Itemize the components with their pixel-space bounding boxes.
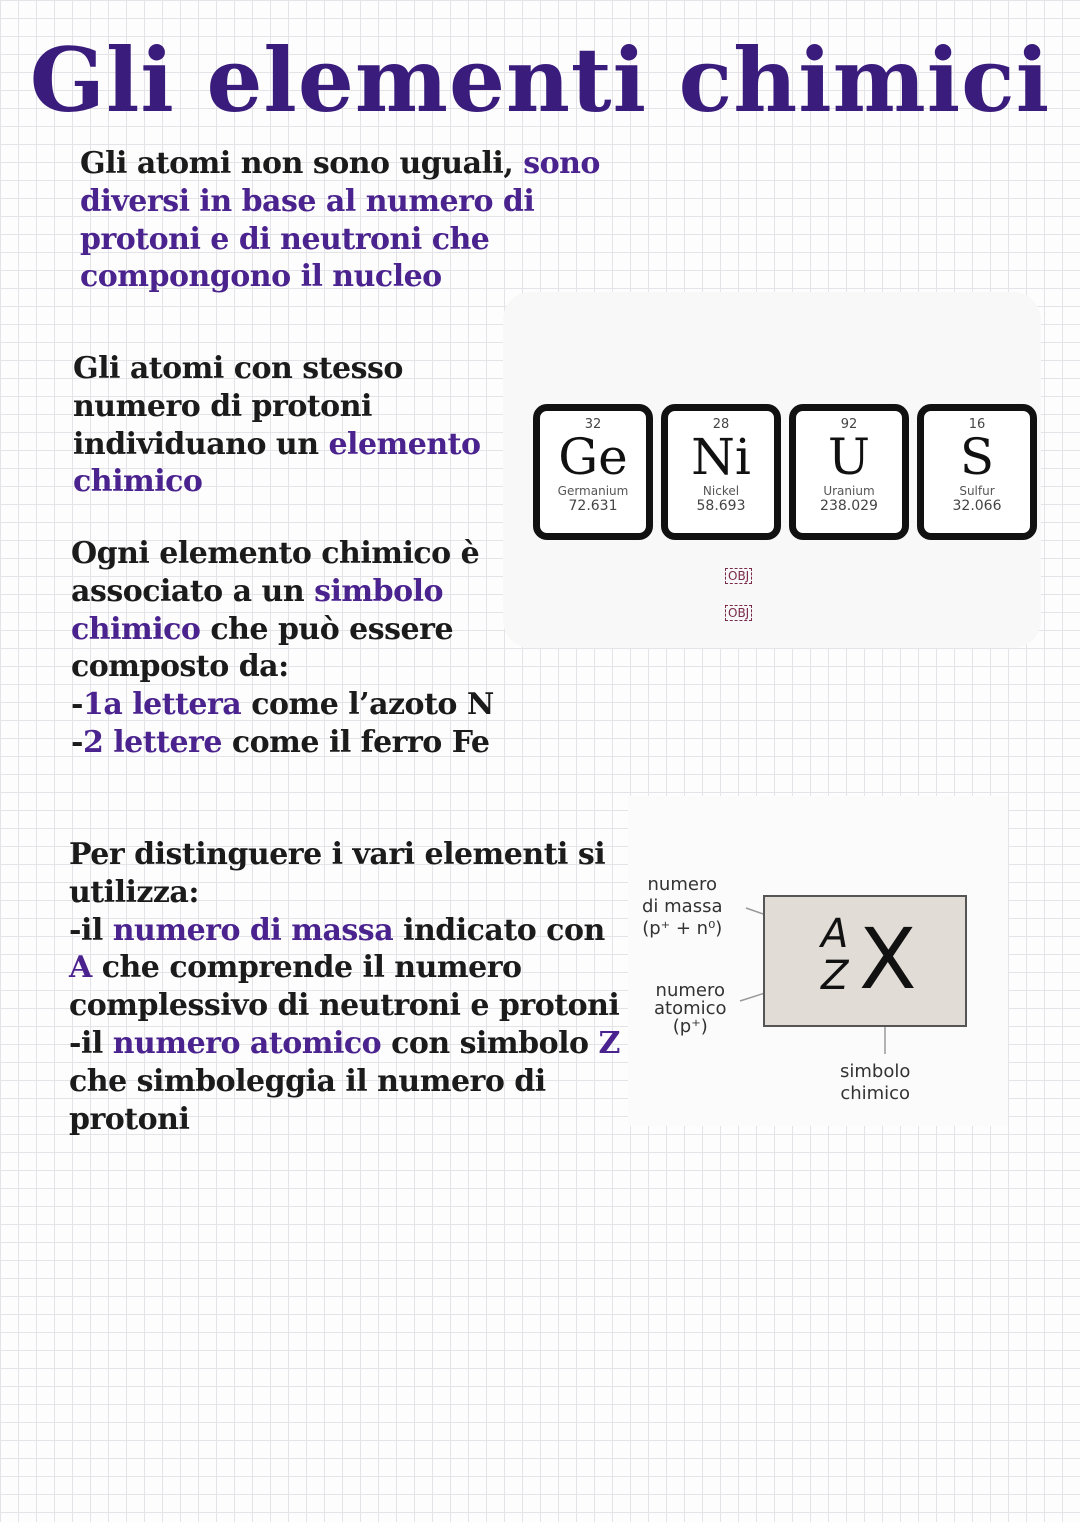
- text: -: [71, 687, 83, 723]
- text: -il: [69, 912, 113, 948]
- highlight-text: numero atomico: [112, 1025, 382, 1061]
- text: -il: [69, 1025, 113, 1061]
- mass-number-symbol: A: [821, 911, 849, 957]
- chemical-symbol-label: [840, 1061, 910, 1105]
- text: che comprende il numero complessivo di neutroni e protoni: [69, 950, 620, 1024]
- chemical-symbol: X: [859, 910, 917, 1008]
- text: numero: [647, 874, 717, 895]
- element-name: Nickel: [702, 484, 740, 498]
- text: Gli atomi con stesso numero di protoni individuano un: [73, 351, 403, 462]
- highlight-text: 1a lettera: [82, 687, 242, 723]
- paragraph-element: [73, 350, 493, 501]
- atomic-number: 92: [840, 417, 858, 432]
- text: -: [71, 724, 83, 760]
- paragraph-mass-atomic: [69, 836, 629, 1138]
- text: Ogni elemento chimico è associato a un: [71, 536, 480, 609]
- atomic-number: 16: [968, 417, 986, 432]
- nuclide-notation-diagram: [628, 796, 1008, 1126]
- atomic-number: 28: [712, 417, 730, 432]
- text: atomico: [654, 998, 727, 1019]
- atomic-mass: 58.693: [696, 498, 746, 514]
- highlight-text: elemento chimico: [73, 426, 481, 500]
- page-title: Gli elementi chimici: [29, 28, 1051, 132]
- element-tile: [661, 404, 781, 540]
- text: di massa: [642, 896, 723, 917]
- notation-box: [763, 895, 967, 1027]
- paragraph-symbol: [71, 535, 511, 762]
- text: Per distinguere i vari elementi si utilizza:: [69, 837, 606, 910]
- atomic-mass: 32.066: [952, 498, 1002, 514]
- text: che può essere composto da:: [71, 611, 454, 685]
- element-symbol: Ni: [691, 428, 751, 486]
- highlight-text: numero di massa: [112, 912, 394, 948]
- element-symbol: Ge: [558, 428, 628, 486]
- object-placeholder[interactable]: OBJ: [725, 605, 752, 621]
- text: (p⁺): [672, 1016, 708, 1037]
- atomic-mass: 72.631: [568, 498, 618, 514]
- highlight-text: A: [69, 950, 92, 986]
- highlight-text: sono diversi in base al numero di protoni e di neutroni che compongono il nucleo: [80, 146, 600, 295]
- atomic-number: 32: [584, 417, 602, 432]
- text: che simboleggia il numero di protoni: [69, 1063, 546, 1137]
- text: Gli atomi non sono uguali,: [80, 146, 524, 181]
- text: (p⁺ + n⁰): [642, 918, 723, 939]
- object-placeholder[interactable]: OBJ: [725, 568, 752, 584]
- highlight-text: simbolo chimico: [71, 573, 444, 647]
- atomic-number-symbol: Z: [821, 953, 849, 999]
- text: come l’azoto N: [241, 687, 494, 723]
- text: chimico: [840, 1083, 911, 1104]
- element-tile: [789, 404, 909, 540]
- highlight-text: Z: [598, 1025, 620, 1061]
- text: come il ferro Fe: [221, 724, 490, 760]
- element-name: Sulfur: [959, 484, 995, 498]
- text: indicato con: [393, 912, 605, 948]
- element-tile: [917, 404, 1037, 540]
- element-name: Uranium: [823, 484, 875, 498]
- element-symbol: U: [827, 428, 871, 486]
- element-name: Germanium: [557, 484, 629, 498]
- text: numero: [655, 980, 725, 1001]
- element-symbol: S: [959, 428, 995, 486]
- atomic-mass: 238.029: [820, 498, 878, 514]
- text: simbolo: [840, 1061, 911, 1082]
- text: con simbolo: [381, 1025, 599, 1061]
- highlight-text: 2 lettere: [82, 724, 222, 760]
- genius-image: [503, 292, 1041, 648]
- paragraph-atoms: [80, 145, 600, 296]
- element-tile: [533, 404, 653, 540]
